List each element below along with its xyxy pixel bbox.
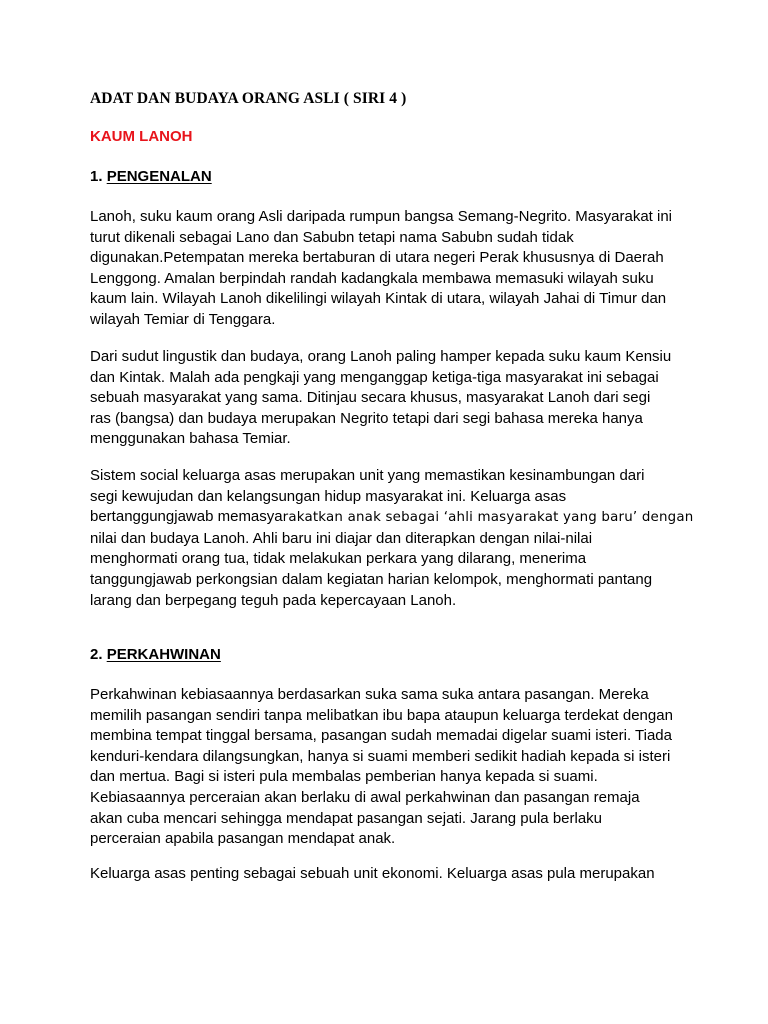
text-line: wilayah Temiar di Tenggara. xyxy=(90,310,276,328)
text-line: dan Kintak. Malah ada pengkaji yang menganggap ketiga-tiga masyarakat ini sebagai xyxy=(90,368,659,386)
text-line: Lenggong. Amalan berpindah randah kadangkala membawa memasuki wilayah suku xyxy=(90,269,654,287)
text-line: ras (bangsa) dan budaya merupakan Negrito tetapi dari segi bahasa mereka hanya xyxy=(90,409,643,427)
section-heading-pengenalan xyxy=(90,168,212,185)
text-line: membina tempat tinggal bersama, pasangan sudah memadai digelar suami isteri. Tiada xyxy=(90,727,672,745)
paragraph-pengenalan-1 xyxy=(90,207,690,331)
document-subtitle: KAUM LANOH xyxy=(90,128,193,145)
text-line: Keluarga asas penting sebagai sebuah unit ekonomi. Keluarga asas pula merupakan xyxy=(90,865,655,882)
text-line: Sistem social keluarga asas merupakan unit yang memastikan kesinambungan dari xyxy=(90,467,645,484)
section-title: PERKAHWINAN xyxy=(106,646,221,663)
text-segment: bertanggungjawab memasya xyxy=(90,508,283,526)
text-line: perceraian apabila pasangan mendapat anak. xyxy=(90,830,396,848)
text-line: menghormati orang tua, tidak melakukan perkara yang dilarang, menerima xyxy=(90,550,587,568)
text-line: larang dan berpegang teguh pada kepercayaan Lanoh. xyxy=(90,591,457,609)
text-line: Kebiasaannya perceraian akan berlaku di awal perkahwinan dan pasangan remaja xyxy=(90,788,640,806)
text-line: Lanoh, suku kaum orang Asli daripada rumpun bangsa Semang-Negrito. Masyarakat ini xyxy=(90,208,672,225)
paragraph-pengenalan-2 xyxy=(90,347,690,450)
text-segment-alt-font: rakatkan anak sebagai ‘ahli masyarakat yang baru’ dengan xyxy=(282,510,694,526)
text-line: tanggungjawab perkongsian dalam kegiatan harian kelompok, menghormati pantang xyxy=(90,570,653,588)
section-heading-perkahwinan xyxy=(90,646,221,663)
text-line: menggunakan bahasa Temiar. xyxy=(90,430,291,448)
text-line: memilih pasangan sendiri tanpa melibatkan ibu bapa ataupun keluarga terdekat dengan xyxy=(90,706,673,724)
paragraph-perkahwinan-1 xyxy=(90,685,690,850)
text-line: kaum lain. Wilayah Lanoh dikelilingi wilayah Kintak di utara, wilayah Jahai di Timur dan xyxy=(90,290,667,308)
section-title: PENGENALAN xyxy=(106,168,212,185)
paragraph-pengenalan-3 xyxy=(90,466,694,611)
section-number: 2. xyxy=(90,646,103,663)
text-line: digunakan.Petempatan mereka bertaburan di utara negeri Perak khususnya di Daerah xyxy=(90,249,664,267)
paragraph-perkahwinan-2 xyxy=(90,864,690,885)
text-line: Dari sudut lingustik dan budaya, orang Lanoh paling hamper kepada suku kaum Kensiu xyxy=(90,348,672,365)
text-line: nilai dan budaya Lanoh. Ahli baru ini diajar dan diterapkan dengan nilai-nilai xyxy=(90,529,593,547)
text-line: dan mertua. Bagi si isteri pula membalas pemberian hanya kepada si suami. xyxy=(90,768,598,786)
text-line-mixed-font xyxy=(90,507,694,529)
text-line: akan cuba mencari sehingga mendapat pasangan sejati. Jarang pula berlaku xyxy=(90,809,603,827)
text-line: segi kewujudan dan kelangsungan hidup masyarakat ini. Keluarga asas xyxy=(90,487,567,505)
document-title: ADAT DAN BUDAYA ORANG ASLI ( SIRI 4 ) xyxy=(90,90,407,107)
text-line: Perkahwinan kebiasaannya berdasarkan suka sama suka antara pasangan. Mereka xyxy=(90,686,649,703)
section-number: 1. xyxy=(90,168,103,185)
text-line: turut dikenali sebagai Lano dan Sabubn tetapi nama Sabubn sudah tidak xyxy=(90,228,574,246)
text-line: sebuah masyarakat yang sama. Ditinjau secara khusus, masyarakat Lanoh dari segi xyxy=(90,389,651,407)
text-line: kenduri-kendara dilangsungkan, hanya si suami memberi sedikit hadiah kepada si isteri xyxy=(90,747,671,765)
